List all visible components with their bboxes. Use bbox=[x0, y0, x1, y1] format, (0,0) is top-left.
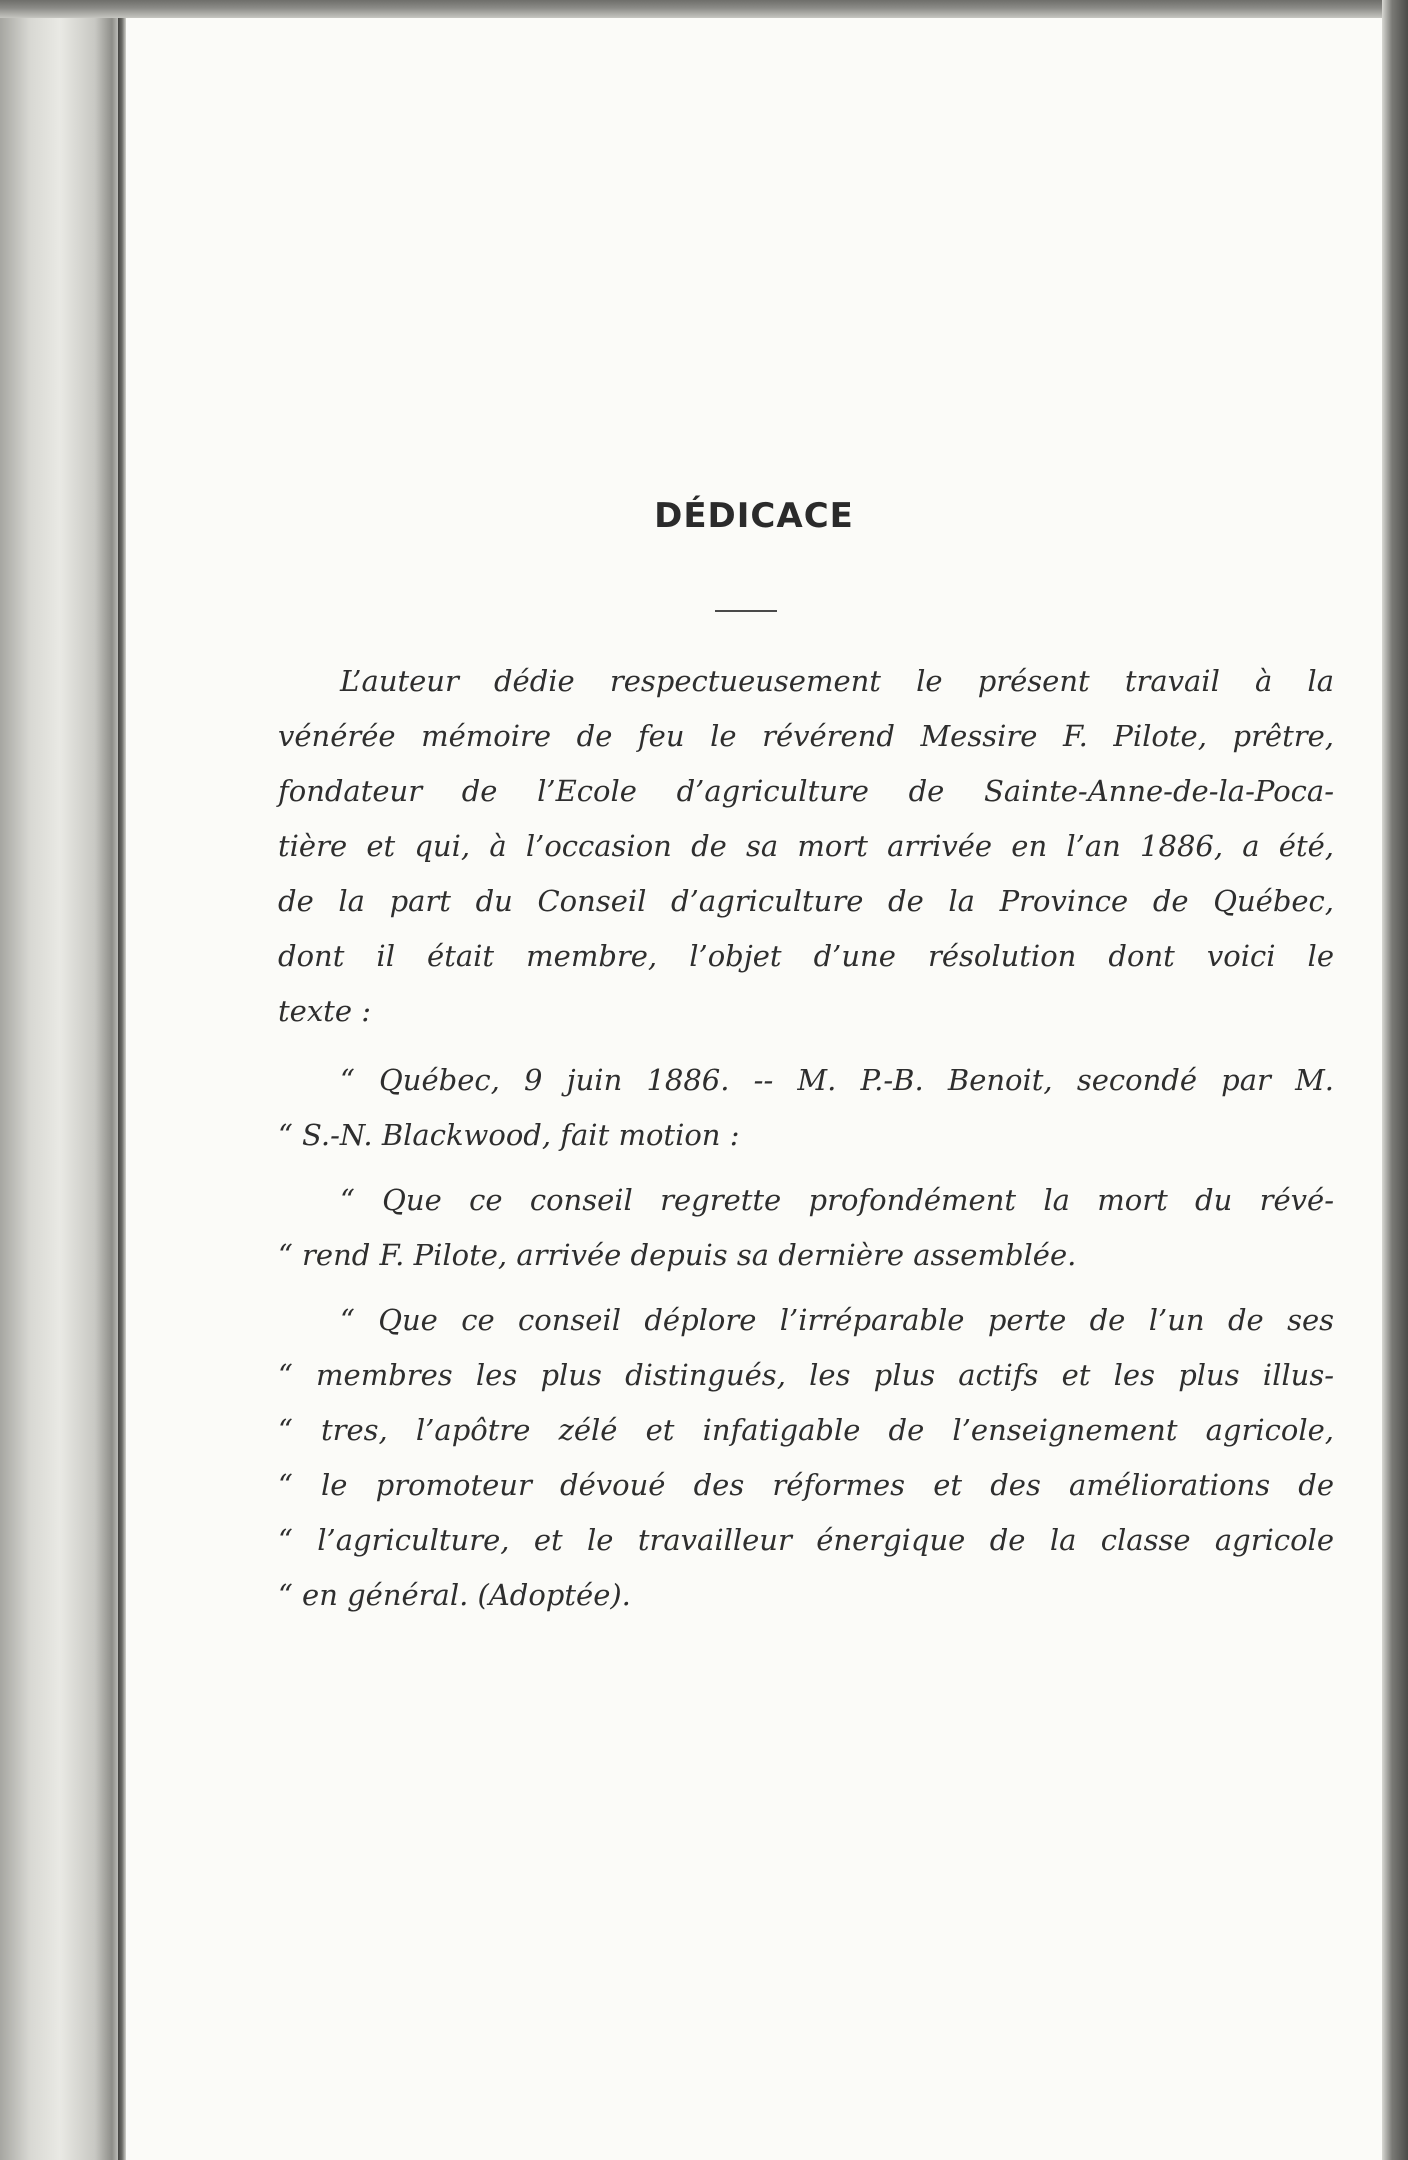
top-page-edge bbox=[0, 0, 1408, 18]
right-page-edge bbox=[1382, 0, 1408, 2160]
quote-line: “ Que ce conseil regrette profondément la mort du révé- bbox=[340, 1183, 1334, 1217]
resolution-deplore bbox=[278, 1293, 1334, 1623]
intro-line: de la part du Conseil d’agriculture de la Province de Québec, bbox=[278, 884, 1334, 918]
intro-line: texte : bbox=[278, 994, 371, 1028]
quote-line: “ membres les plus distingués, les plus actifs et les plus illus- bbox=[278, 1358, 1334, 1392]
intro-line: L’auteur dédie respectueusement le présent travail à la bbox=[340, 664, 1334, 698]
left-page-edge bbox=[0, 18, 118, 2160]
intro-line: dont il était membre, l’objet d’une résolution dont voici le bbox=[278, 939, 1334, 973]
intro-line: vénérée mémoire de feu le révérend Messire F. Pilote, prêtre, bbox=[278, 719, 1334, 753]
intro-paragraph bbox=[278, 654, 1334, 1039]
intro-line: fondateur de l’Ecole d’agriculture de Sainte-Anne-de-la-Poca- bbox=[278, 774, 1334, 808]
book-gutter bbox=[118, 18, 126, 2160]
title-divider bbox=[715, 610, 777, 612]
dedication-page bbox=[126, 18, 1382, 2160]
quote-line: “ Québec, 9 juin 1886. -- M. P.-B. Benoit, secondé par M. bbox=[340, 1063, 1334, 1097]
page-title: DÉDICACE bbox=[654, 496, 854, 536]
dedication-body bbox=[278, 654, 1334, 1623]
quote-line: “ rend F. Pilote, arrivée depuis sa dernière assemblée. bbox=[278, 1238, 1077, 1272]
quote-line: “ en général. (Adoptée). bbox=[278, 1578, 631, 1612]
resolution-regret bbox=[278, 1173, 1334, 1283]
quote-line: “ tres, l’apôtre zélé et infatigable de l’enseignement agricole, bbox=[278, 1413, 1334, 1447]
quote-line: “ le promoteur dévoué des réformes et des améliorations de bbox=[278, 1468, 1334, 1502]
intro-line: tière et qui, à l’occasion de sa mort arrivée en l’an 1886, a été, bbox=[278, 829, 1334, 863]
quote-line: “ S.-N. Blackwood, fait motion : bbox=[278, 1118, 740, 1152]
resolution-header bbox=[278, 1053, 1334, 1163]
quote-line: “ Que ce conseil déplore l’irréparable perte de l’un de ses bbox=[340, 1303, 1334, 1337]
quote-line: “ l’agriculture, et le travailleur énergique de la classe agricole bbox=[278, 1523, 1334, 1557]
